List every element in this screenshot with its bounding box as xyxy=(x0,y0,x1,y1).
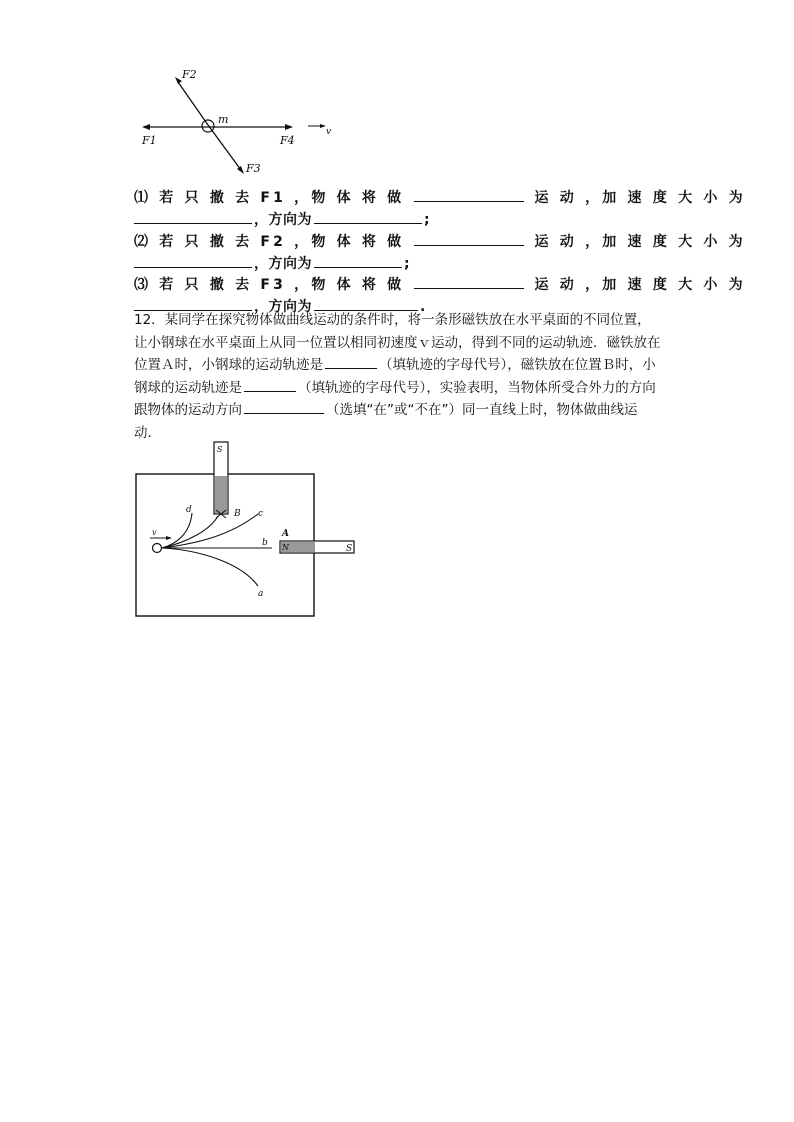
magnet-experiment-diagram xyxy=(132,438,358,620)
label-position-a: A xyxy=(282,529,289,539)
label-magnet-s: S xyxy=(346,544,353,554)
question-2-line-2: ，方向为 ; xyxy=(134,252,410,274)
answer-blank-2-acceleration[interactable] xyxy=(134,252,252,268)
label-track-c: c xyxy=(258,509,264,519)
label-position-b: B xyxy=(234,509,241,519)
answer-blank-3-motion[interactable] xyxy=(414,273,524,289)
label-f1: F1 xyxy=(142,134,157,147)
magnet-top-north-half xyxy=(215,476,227,513)
label-track-a: a xyxy=(258,589,264,599)
question-3-line-2: ，方向为 . xyxy=(134,295,426,317)
force-f2-arrow xyxy=(178,82,208,125)
force-diagram xyxy=(138,62,338,180)
label-top-magnet-s: S xyxy=(217,445,223,454)
label-m: m xyxy=(218,113,229,126)
label-velocity: v xyxy=(152,528,157,537)
label-f2: F2 xyxy=(182,68,197,81)
question-3-line-1: ⑶ 若 只 撤 去 F3 ，物 体 将 做 运 动 ，加 速 度 大 小 为 xyxy=(134,273,746,295)
label-track-d: d xyxy=(186,505,192,515)
answer-blank-12-a[interactable] xyxy=(325,354,377,369)
label-f3: F3 xyxy=(246,162,261,175)
question-2-line-1: ⑵ 若 只 撤 去 F2 ，物 体 将 做 运 动 ，加 速 度 大 小 为 xyxy=(134,230,746,252)
answer-blank-1-motion[interactable] xyxy=(414,186,524,202)
label-f4: F4 xyxy=(280,134,295,147)
answer-blank-12-c[interactable] xyxy=(244,399,324,414)
steel-ball xyxy=(153,544,162,553)
problem-12-text: 12．某同学在探究物体做曲线运动的条件时，将一条形磁铁放在水平桌面的不同位置，让小钢球在水平桌面上从同一位置以相同初速度ｖ运动，得到不同的运动轨迹．磁铁放在位置Ａ时，小钢球的运动轨迹是 （填轨迹的字母代号），磁铁放在位置Ｂ时，小钢球的运动轨迹是 （填轨迹的字母代号），实验表明，当物体所受合外力的方向跟物体的运动方向 （选填“在”或“不在”）同一直线上时，物体做曲线运动． xyxy=(134,312,661,441)
question-1-line-1: ⑴ 若 只 撤 去 F1 ，物 体 将 做 运 动 ，加 速 度 大 小 为 xyxy=(134,186,746,208)
answer-blank-2-direction[interactable] xyxy=(314,252,402,268)
label-magnet-n: N xyxy=(282,543,289,552)
answer-blank-1-acceleration[interactable] xyxy=(134,208,252,224)
answer-blank-2-motion[interactable] xyxy=(414,230,524,246)
question-1-line-2: ，方向为 ; xyxy=(134,208,430,230)
answer-blank-12-b[interactable] xyxy=(244,377,296,392)
label-track-b: b xyxy=(262,538,268,548)
label-v: v xyxy=(326,127,332,137)
answer-blank-1-direction[interactable] xyxy=(314,208,422,224)
force-f3-arrow xyxy=(208,125,241,170)
